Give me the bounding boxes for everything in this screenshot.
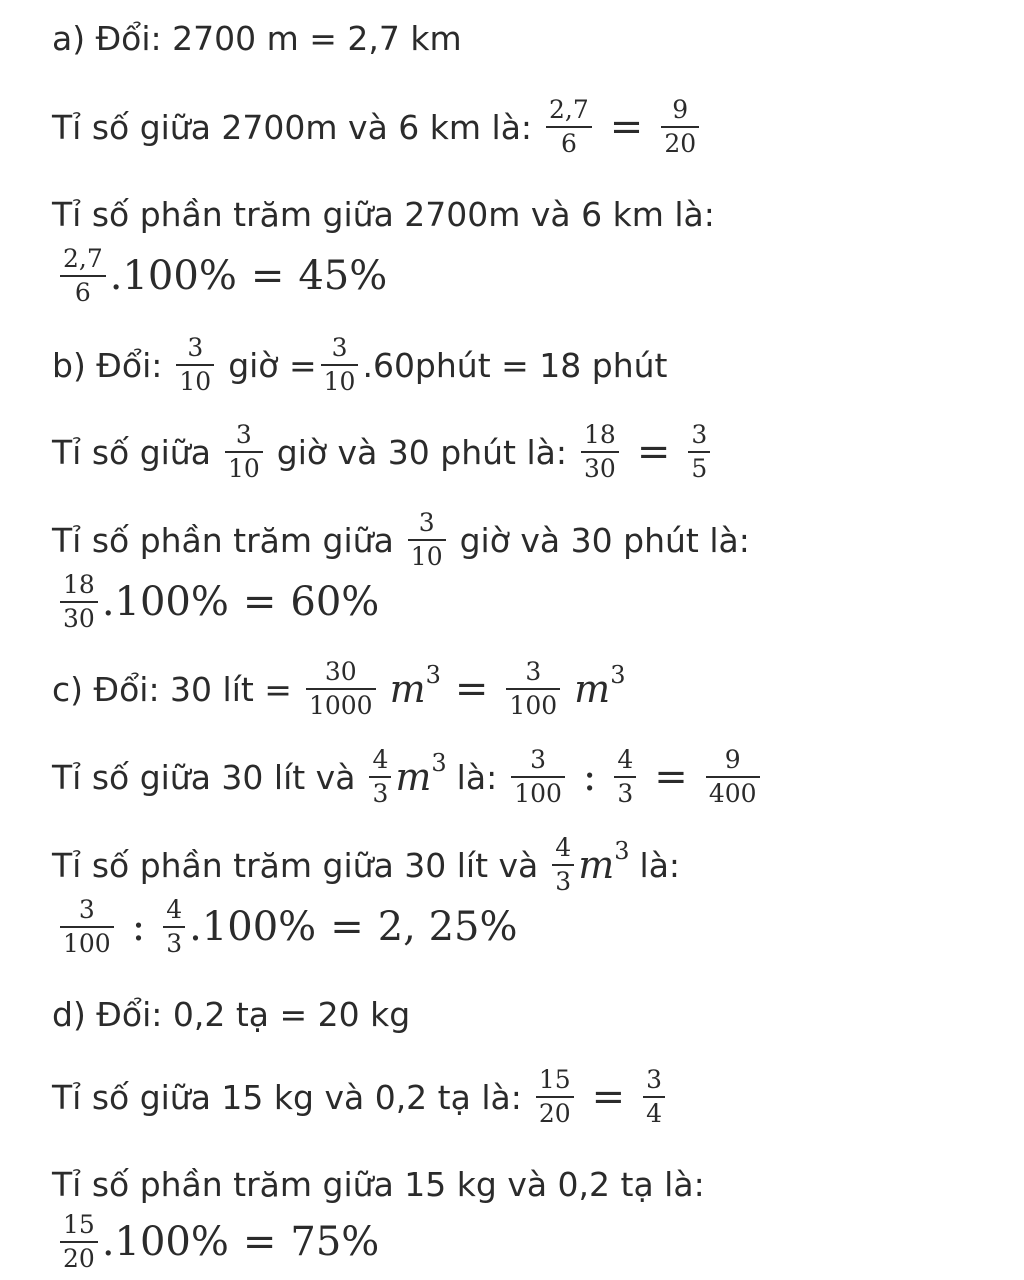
equals-sign: = — [609, 104, 644, 151]
fraction: $\frac{9}{400}$ — [706, 747, 760, 808]
part-b-result: 60% — [290, 579, 380, 626]
part-b-conversion: b) Đổi: $\frac{3}{10}$ giờ = $\frac{3}{10}$ .60phút = 18 phút — [52, 333, 668, 397]
part-c-percent-expression: $\frac{3}{100}$ : $\frac{4}{3}$ .100% = 2, 25% — [56, 897, 518, 958]
fraction: $\frac{4}{3}$ — [369, 747, 391, 808]
fraction: $\frac{3}{5}$ — [688, 422, 710, 483]
part-a-conversion — [52, 19, 462, 58]
fraction: $\frac{3}{10}$ — [408, 510, 446, 571]
part-c-conversion: c) Đổi: 30 lít = $\frac{30}{1000}$ m $^3$ = $\frac{3}{100}$ m $^3$ — [52, 657, 626, 721]
part-c-percent-label: Tỉ số phần trăm giữa 30 lít và $\frac{4}{3}$ m $^3$ là: — [52, 833, 681, 897]
part-a-result: 45% — [298, 253, 388, 300]
fraction: $\frac{4}{3}$ — [614, 747, 636, 808]
part-a-ratio-label: Tỉ số giữa 2700m và 6 km là: — [52, 107, 533, 147]
part-b-ratio: Tỉ số giữa $\frac{3}{10}$ giờ và 30 phút là: $\frac{18}{30}$ = $\frac{3}{5}$ — [52, 422, 714, 483]
fraction: $\frac{30}{1000}$ — [306, 659, 376, 720]
part-b-percent-label: Tỉ số phần trăm giữa $\frac{3}{10}$ giờ và 30 phút là: — [52, 508, 750, 572]
fraction: $\frac{3}{100}$ — [506, 659, 560, 720]
part-c-ratio: Tỉ số giữa 30 lít và $\frac{4}{3}$ m $^3$ là: $\frac{3}{100}$ : $\frac{4}{3}$ = $\frac{9}{400}$ — [52, 747, 764, 808]
fraction: $\frac{3}{10}$ — [176, 335, 214, 396]
part-a-ratio — [52, 97, 703, 158]
fraction: $\frac{3}{100}$ — [60, 897, 114, 958]
fraction: $\frac{3}{10}$ — [321, 335, 359, 396]
part-d-ratio: Tỉ số giữa 15 kg và 0,2 tạ là: $\frac{15}{20}$ = $\frac{3}{4}$ — [52, 1067, 669, 1128]
fraction: $\frac{3}{10}$ — [225, 422, 263, 483]
part-b-percent-expression: $\frac{18}{30}$ .100% = 60% — [56, 572, 379, 633]
part-d-percent-label: Tỉ số phần trăm giữa 15 kg và 0,2 tạ là: — [52, 1165, 705, 1204]
fraction: $\frac{9}{20}$ — [661, 97, 699, 158]
fraction: $\frac{2,7}{6}$ — [546, 97, 592, 158]
fraction: $\frac{18}{30}$ — [60, 572, 98, 633]
part-a-percent-label: Tỉ số phần trăm giữa 2700m và 6 km là: — [52, 195, 715, 234]
fraction: $\frac{3}{4}$ — [643, 1067, 665, 1128]
part-d-percent-expression: $\frac{15}{20}$ .100% = 75% — [56, 1212, 379, 1273]
part-c-result: 2, 25% — [377, 904, 518, 951]
part-a-percent-expression: $\frac{2,7}{6}$ .100% = 45% — [56, 246, 387, 307]
part-d-conversion: d) Đổi: 0,2 tạ = 20 kg — [52, 995, 411, 1034]
part-d-result: 75% — [290, 1219, 380, 1266]
fraction: $\frac{4}{3}$ — [552, 835, 574, 896]
fraction: $\frac{15}{20}$ — [60, 1212, 98, 1273]
fraction: $\frac{2,7}{6}$ — [60, 246, 106, 307]
fraction: $\frac{3}{100}$ — [511, 747, 565, 808]
fraction: $\frac{4}{3}$ — [163, 897, 185, 958]
part-a-conversion-text: a) Đổi: 2700 m = 2,7 km — [52, 19, 462, 58]
fraction: $\frac{15}{20}$ — [536, 1067, 574, 1128]
fraction: $\frac{18}{30}$ — [581, 422, 619, 483]
